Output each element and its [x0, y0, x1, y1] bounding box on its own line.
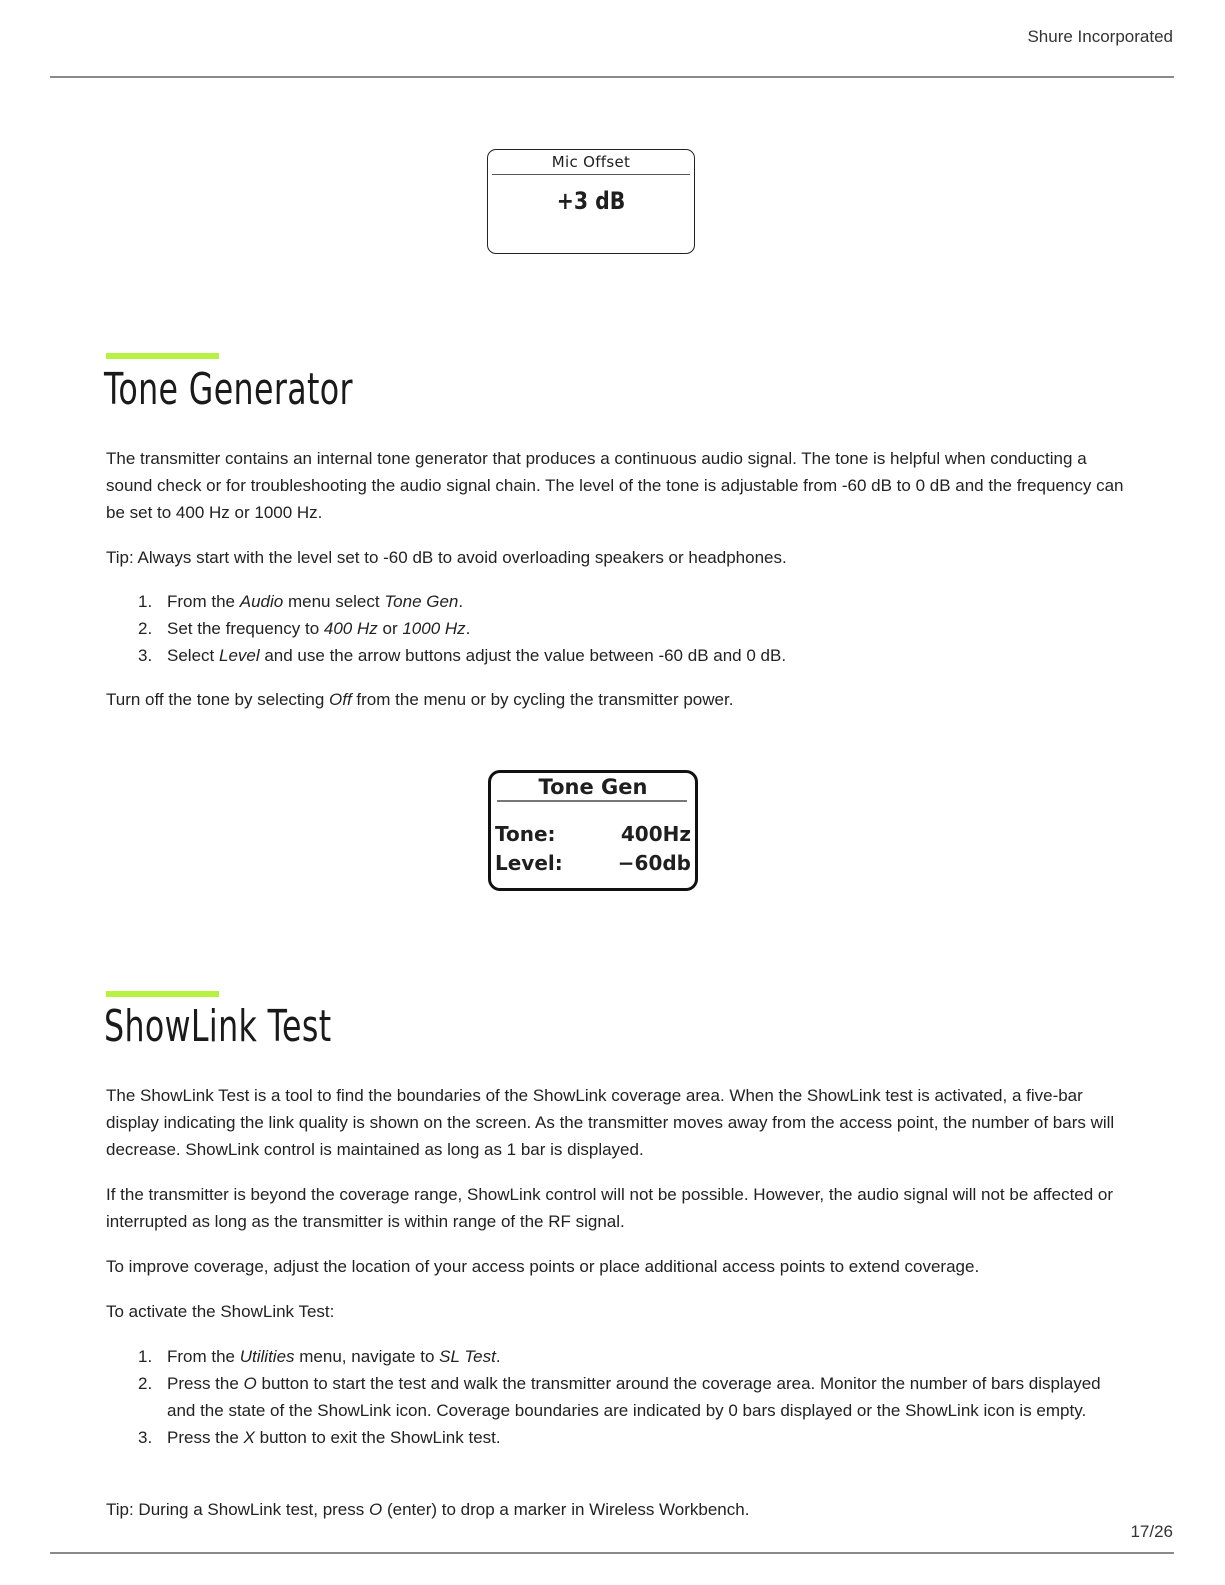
tone-generator-steps: [106, 588, 1116, 669]
step-text: Press the: [167, 1428, 244, 1447]
showlink-para-2: If the transmitter is beyond the coverage range, ShowLink control will not be possible. However, the audio signal will not be affected or interrupted as long as the transmitter is within range of the RF signal.: [106, 1185, 1114, 1231]
header-company: Shure Incorporated: [1027, 27, 1173, 46]
showlink-tip: [106, 1496, 1126, 1523]
step-number: 2.: [138, 619, 153, 638]
tone-value: 400Hz: [620, 822, 691, 846]
step-number: 1.: [138, 592, 153, 611]
step-text: menu, navigate to: [294, 1347, 440, 1366]
tone-generator-accent-bar: [106, 353, 219, 359]
tone-gen-title: Tone Gen: [538, 775, 648, 799]
step-number: 3.: [138, 1428, 153, 1447]
step-text: From the: [167, 1347, 240, 1366]
step-number: 3.: [138, 646, 153, 665]
tone-generator-heading: Tone Generator: [104, 364, 353, 415]
showlink-heading: ShowLink Test: [104, 1001, 332, 1052]
showlink-accent-bar: [106, 991, 219, 997]
tone-off-note: [106, 686, 1126, 713]
footer-rule: [50, 1552, 1174, 1554]
list-item: [106, 615, 1116, 642]
step-text: Select: [167, 646, 219, 665]
list-item: [106, 588, 1116, 615]
list-item: [106, 642, 1116, 669]
mic-offset-divider: [492, 174, 690, 175]
header-rule: [50, 76, 1174, 78]
menu-name: Audio: [239, 592, 284, 611]
showlink-para-1: The ShowLink Test is a tool to find the boundaries of the ShowLink coverage area. When the ShowLink test is activated, a five-bar display indicating the link quality is shown on the screen. As the transmitter moves away from the access point, the number of bars will decrease. ShowLink control is maintained as long as 1 bar is displayed.: [106, 1086, 1115, 1159]
step-text: or: [377, 619, 403, 638]
step-text: Press the: [167, 1374, 244, 1393]
tip-text: (enter) to drop a marker in Wireless Workbench.: [382, 1500, 750, 1519]
button-name: O: [243, 1374, 257, 1393]
showlink-steps: [106, 1343, 1116, 1451]
tone-gen-divider: [497, 800, 687, 802]
mic-offset-value: +3 dB: [556, 187, 626, 215]
list-item: [106, 1424, 1116, 1451]
step-text: .: [495, 1347, 501, 1366]
step-text: From the: [167, 592, 240, 611]
mic-offset-title: Mic Offset: [551, 153, 631, 171]
list-item: [106, 1370, 1116, 1424]
step-text: menu select: [283, 592, 385, 611]
tone-row: [491, 820, 695, 849]
note-text: from the menu or by cycling the transmitter power.: [351, 690, 734, 709]
page-number: 17/26: [1130, 1522, 1173, 1541]
option-name: 1000 Hz: [402, 619, 466, 638]
step-number: 1.: [138, 1347, 153, 1366]
level-value: −60db: [617, 851, 691, 875]
step-text: and use the arrow buttons adjust the value between -60 dB and 0 dB.: [259, 646, 787, 665]
option-name: 400 Hz: [323, 619, 378, 638]
step-text: button to exit the ShowLink test.: [254, 1428, 501, 1447]
step-text: Set the frequency to: [167, 619, 324, 638]
level-row: [491, 849, 695, 878]
showlink-para-3: To improve coverage, adjust the location of your access points or place additional access points to extend coverage.: [106, 1257, 980, 1276]
menu-item-name: Tone Gen: [384, 592, 459, 611]
level-label: Level:: [495, 851, 563, 875]
note-text: Turn off the tone by selecting: [106, 690, 330, 709]
tip-text: Tip: During a ShowLink test, press: [106, 1500, 369, 1519]
step-text: .: [458, 592, 464, 611]
tone-gen-screen: [488, 770, 698, 891]
step-text: button to start the test and walk the transmitter around the coverage area. Monitor the number of bars displayed and the state of the ShowLink icon. Coverage boundaries are indicated by 0 bars displayed or the ShowLink icon is empty.: [167, 1374, 1101, 1420]
menu-item-name: SL Test: [439, 1347, 496, 1366]
option-name: Off: [329, 690, 352, 709]
tone-label: Tone:: [495, 822, 556, 846]
step-text: .: [465, 619, 471, 638]
button-name: X: [243, 1428, 255, 1447]
button-name: O: [369, 1500, 383, 1519]
tone-generator-tip: Tip: Always start with the level set to -60 dB to avoid overloading speakers or headphones.: [106, 548, 787, 567]
mic-offset-screen: [487, 149, 695, 254]
tone-generator-intro: The transmitter contains an internal tone generator that produces a continuous audio signal. The tone is helpful when conducting a sound check or for troubleshooting the audio signal chain. The level of the tone is adjustable from -60 dB to 0 dB and the frequency can be set to 400 Hz or 1000 Hz.: [106, 449, 1124, 522]
menu-name: Utilities: [239, 1347, 295, 1366]
showlink-para-4: To activate the ShowLink Test:: [106, 1302, 335, 1321]
list-item: [106, 1343, 1116, 1370]
option-name: Level: [218, 646, 260, 665]
step-number: 2.: [138, 1374, 153, 1393]
